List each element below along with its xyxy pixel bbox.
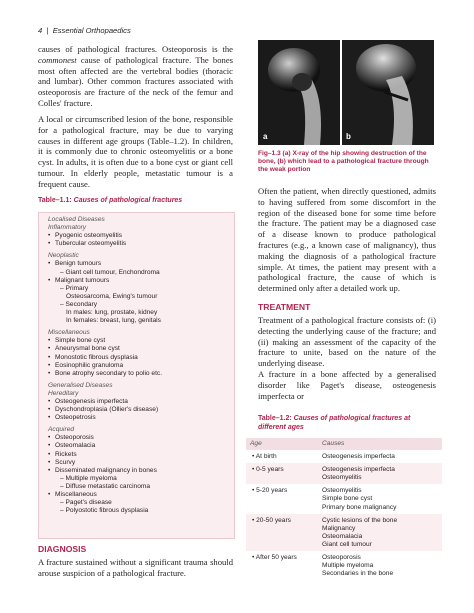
table1-caption — [38, 196, 233, 205]
localised-heading: Localised Diseases — [48, 216, 105, 223]
list-item: • Osteogenesis imperfecta — [48, 398, 230, 406]
sub-item: – Giant cell tumour, Enchondroma — [48, 269, 230, 277]
figure-label-b: b — [346, 132, 351, 141]
inflammatory-heading: Inflammatory — [48, 224, 87, 232]
causes-cell: Osteogenesis imperfecta Osteomyelitis — [322, 466, 395, 482]
causes-cell: Osteomyelitis Simple bone cyst Primary bone malignancy — [322, 487, 397, 511]
table-row — [246, 514, 442, 551]
para1-emphasis: commonest — [38, 54, 77, 65]
page-number: 4 — [38, 26, 43, 35]
table2-label: Table–1.2: — [258, 415, 292, 422]
treatment-heading: TREATMENT — [258, 302, 311, 312]
table-row — [246, 484, 442, 513]
table1-label: Table–1.1: — [38, 197, 72, 204]
diagnosis-text: A fracture sustained without a significant trauma should arouse suspicion of a pathological fracture. — [38, 557, 233, 578]
para1-end: cause of pathological fracture. The bones most often affected are the vertebral bodies (thoracic and lumbar). Other common fractures associated with osteoporosis are fracture of the neck of the femur and Colles' fracture. — [38, 54, 233, 108]
hereditary-heading: Hereditary — [48, 389, 79, 397]
causes-cell: Osteogenesis imperfecta — [322, 453, 395, 461]
age-cell: • At birth — [246, 453, 322, 461]
sub-detail: In females: breast, lung, genitals — [66, 317, 161, 325]
diagnosis-heading: DIAGNOSIS — [38, 544, 87, 554]
generalised-heading: Generalised Diseases — [48, 381, 113, 389]
xray-image-a — [258, 40, 340, 145]
causes-cell: Cystic lesions of the bone Malignancy Osteomalacia Giant cell tumour — [322, 516, 398, 548]
figure-label-a: a — [263, 132, 268, 141]
age-cell: • 5-20 years — [246, 487, 322, 511]
table1-title: Causes of pathological fractures — [73, 197, 183, 204]
sub-item: – Polyostotic fibrous dysplasia — [48, 507, 230, 515]
list-item: • Aneurysmal bone cyst — [48, 345, 230, 353]
figure-caption: Fig–1.3 (a) X-ray of the hip showing destruction of the bone, (b) which lead to a pathological fracture through the weak portion — [258, 150, 429, 174]
right-paragraph-2: Treatment of a pathological fracture consists of: (i) detecting the underlying cause of the fracture; and (ii) making an assessment of the capacity of the fracture to unite, based on the nature of the underlying disease. — [258, 315, 436, 369]
age-cell: • 0-5 years — [246, 466, 322, 482]
table2-title: Causes of pathological fractures at different ages — [258, 415, 411, 431]
neoplastic-heading: Neoplastic — [48, 252, 79, 260]
col-causes-header: Causes — [322, 440, 345, 447]
age-cell: • After 50 years — [246, 554, 322, 578]
misc-heading: Miscellaneous — [48, 329, 90, 337]
book-title: Essential Orthopaedics — [52, 26, 131, 35]
list-item: • Dyschondroplasia (Ollier's disease) — [48, 406, 230, 414]
list-item: • Miscellaneous — [48, 491, 230, 499]
table2-body — [246, 450, 442, 580]
acquired-heading: Acquired — [48, 426, 75, 434]
list-item: • Monostotic fibrous dysplasia — [48, 354, 230, 362]
list-item: • Osteomalacia — [48, 442, 230, 450]
list-item: • Simple bone cyst — [48, 337, 230, 345]
causes-cell: Osteoporosis Multiple myeloma Secondaries in the bone — [322, 554, 394, 578]
table-row — [246, 551, 442, 580]
sub-item: – Diffuse metastatic carcinoma — [48, 483, 230, 491]
header-separator: | — [46, 26, 49, 35]
list-item: • Osteoporosis — [48, 434, 230, 442]
sub-item: – Primary — [48, 285, 230, 293]
list-item: • Malignant tumours — [48, 277, 230, 285]
sub-item: – Multiple myeloma — [48, 475, 230, 483]
sub-item: – Paget's disease — [48, 499, 230, 507]
sub-detail: In males: lung, prostate, kidney — [66, 309, 158, 317]
list-item: • Eosinophilic granuloma — [48, 362, 230, 370]
list-item: • Osteopetrosis — [48, 414, 230, 422]
left-paragraph-1 — [38, 44, 233, 109]
list-item: • Disseminated malignancy in bones — [48, 467, 230, 475]
table2-header — [246, 438, 442, 450]
list-item: • Bone atrophy secondary to polio etc. — [48, 370, 230, 378]
table1-content — [48, 216, 230, 515]
table2-caption — [258, 414, 436, 432]
list-item: • Tubercular osteomyelitis — [48, 240, 230, 248]
running-header — [38, 26, 131, 35]
table-row — [246, 463, 442, 484]
para1-start: causes of pathological fractures. Osteoporosis is the — [38, 44, 233, 54]
sub-item: – Secondary — [48, 301, 230, 309]
table-row — [246, 450, 442, 463]
list-item: • Scurvy — [48, 459, 230, 467]
xray-image-b — [342, 40, 434, 145]
col-age-header: Age — [250, 440, 262, 447]
list-item: • Benign tumours — [48, 260, 230, 268]
right-paragraph-1: Often the patient, when directly questioned, admits to having suffered from some discomfort in the region of the diseased bone for some time before the fracture. The patient may be a diagnosed case of a disease known to produce pathological fractures (e.g., a known case of malignancy), thus making the diagnosis of a pathological fracture simple. At times, the patient may present with a pathological fracture, the cause of which is determined only after a detailed work up. — [258, 186, 436, 294]
table2 — [246, 438, 442, 580]
sub-detail: Osteosarcoma, Ewing's tumour — [66, 292, 158, 300]
list-item: • Pyogenic osteomyelitis — [48, 232, 230, 240]
right-paragraph-3: A fracture in a bone affected by a generalised disorder like Paget's disease, osteogenesis imperfecta or — [258, 369, 436, 401]
age-cell: • 20-50 years — [246, 517, 322, 549]
list-item: • Rickets — [48, 451, 230, 459]
left-paragraph-2: A local or circumscribed lesion of the bone, responsible for a pathological fracture, may be due to varying causes in different age groups (Table–1.2). In children, it is commonly due to chronic osteomyelitis or a bone cyst. In adults, it is often due to a bone cyst or giant cell tumour. In elderly people, metastatic tumour is a frequent cause. — [38, 114, 233, 189]
